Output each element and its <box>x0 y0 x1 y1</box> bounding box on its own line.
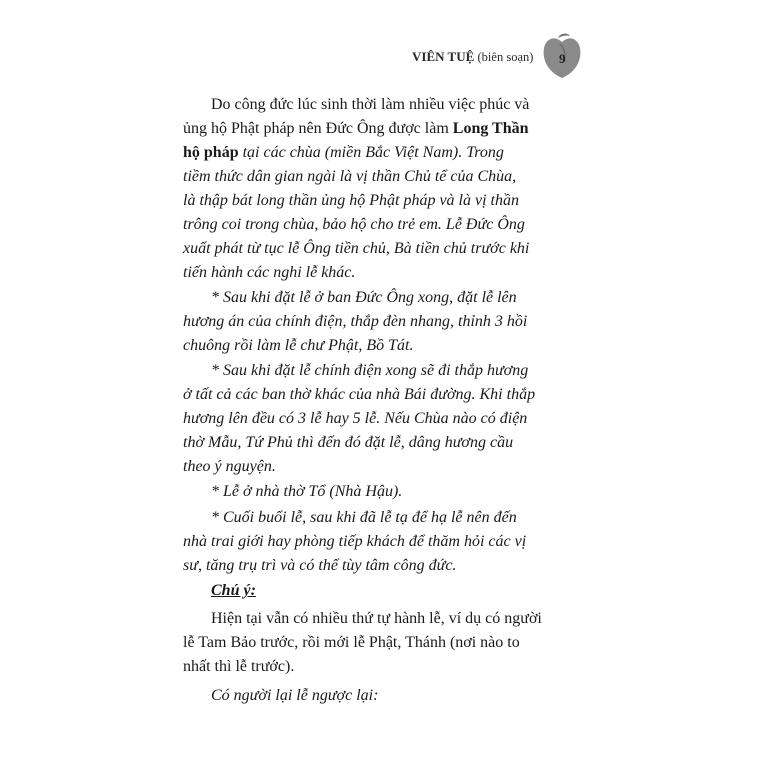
running-header <box>412 49 533 65</box>
paragraph-1-line-4: tiềm thức dân gian ngài là vị thần Chủ tể của Chùa, <box>183 168 517 185</box>
paragraph-1-line-8: tiến hành các nghi lễ khác. <box>183 264 356 281</box>
paragraph-1-line-2 <box>183 119 529 139</box>
paragraph-4-line-1: * Lễ ở nhà thờ Tổ (Nhà Hậu). <box>211 483 403 500</box>
paragraph-1-line-7: xuất phát từ tục lễ Ông tiền chủ, Bà tiền chủ trước khi <box>183 240 530 257</box>
header-author-note: (biên soạn) <box>477 50 534 64</box>
paragraph-2-line-3: chuông rồi làm lễ chư Phật, Bồ Tát. <box>183 337 414 354</box>
paragraph-1-line-2-text: ủng hộ Phật pháp nên Đức Ông được làm <box>183 120 453 137</box>
paragraph-5-line-2: nhà trai giới hay phòng tiếp khách để thăm hỏi các vị <box>183 533 527 550</box>
paragraph-3-line-5: theo ý nguyện. <box>183 458 276 475</box>
header-author: VIÊN TUỆ <box>412 49 475 64</box>
paragraph-1-line-5: là thập bát long thần ủng hộ Phật pháp và là vị thần <box>183 192 519 209</box>
note-line-1: Hiện tại vẫn có nhiều thứ tự hành lễ, ví dụ có người <box>211 610 542 627</box>
paragraph-1-line-3-text: tại các chùa (miền Bắc Việt Nam). Trong <box>238 144 504 161</box>
paragraph-1-line-1: Do công đức lúc sinh thời làm nhiều việc phúc và <box>211 96 530 113</box>
page-number: 9 <box>559 51 566 66</box>
note-line-2: lễ Tam Bảo trước, rồi mới lễ Phật, Thánh (nơi nào to <box>183 634 520 651</box>
note-line-4: Có người lại lễ ngược lại: <box>211 687 379 704</box>
term-ho-phap: hộ pháp <box>183 144 239 161</box>
note-line-3: nhất thì lễ trước). <box>183 658 295 675</box>
term-long-than: Long Thần <box>452 120 529 137</box>
paragraph-3-line-3: hương lên đều có 3 lễ hay 5 lễ. Nếu Chùa nào có điện <box>183 410 528 427</box>
paragraph-3-line-1: * Sau khi đặt lễ chính điện xong sẽ đi thắp hương <box>211 362 529 379</box>
paragraph-2-line-1: * Sau khi đặt lễ ở ban Đức Ông xong, đặt lễ lên <box>211 289 517 306</box>
paragraph-1-line-6: trông coi trong chùa, bảo hộ cho trẻ em. Lễ Đức Ông <box>183 216 525 233</box>
paragraph-3-line-2: ở tất cả các ban thờ khác của nhà Bái đường. Khi thắp <box>183 386 536 403</box>
paragraph-2-line-2: hương án của chính điện, thắp đèn nhang, thỉnh 3 hồi <box>183 313 528 330</box>
note-title: Chú ý: <box>211 582 256 599</box>
paragraph-5-line-1: * Cuối buổi lễ, sau khi đã lễ tạ để hạ lễ nên đến <box>211 509 517 526</box>
paragraph-1-line-3 <box>183 143 504 163</box>
paragraph-5-line-3: sư, tăng trụ trì và có thể tùy tâm công đức. <box>183 557 457 574</box>
paragraph-3-line-4: thờ Mẫu, Tứ Phủ thì đến đó đặt lễ, dâng hương cầu <box>183 434 514 451</box>
